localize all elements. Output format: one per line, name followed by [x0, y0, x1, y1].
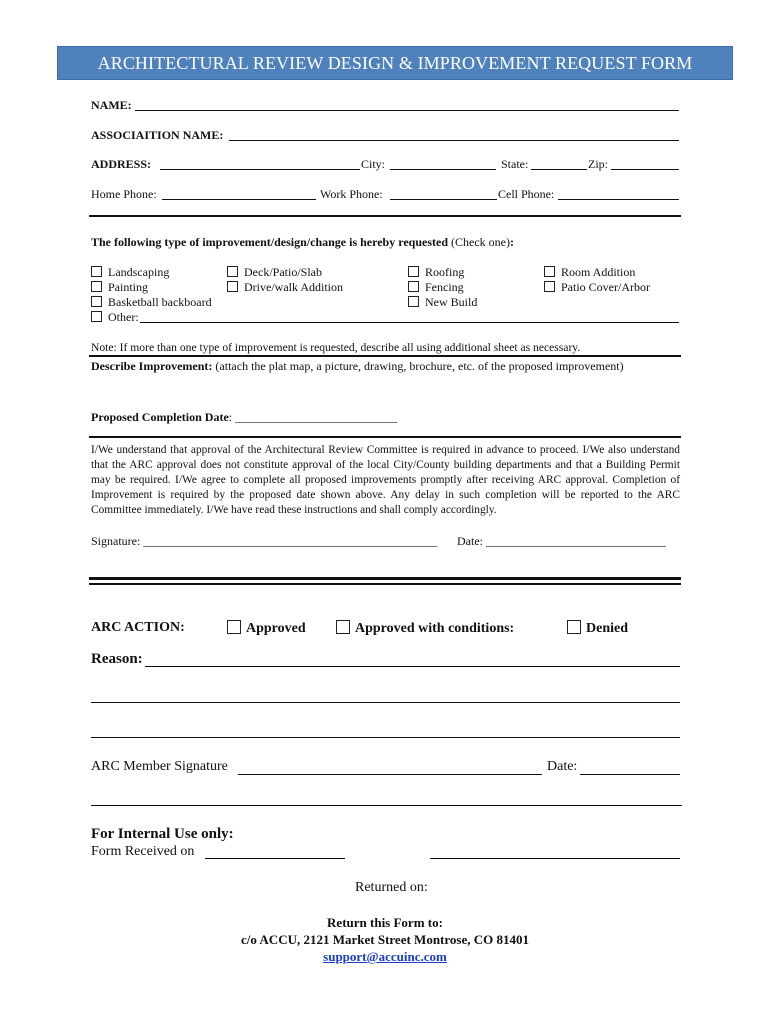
- arc-date-field[interactable]: [580, 774, 680, 775]
- approved-conditions-label: Approved with conditions:: [355, 621, 515, 636]
- checkbox[interactable]: [91, 311, 102, 322]
- home-phone-label: Home Phone:: [91, 187, 157, 201]
- section-divider: [91, 805, 682, 806]
- option-label: Painting: [108, 280, 149, 294]
- checkbox[interactable]: [544, 281, 555, 292]
- checkbox[interactable]: [544, 266, 555, 277]
- double-divider-bottom: [89, 583, 681, 585]
- received-by-field[interactable]: [430, 858, 680, 859]
- approved-label: Approved: [246, 621, 306, 636]
- cell-phone-label: Cell Phone:: [498, 187, 555, 201]
- denied-label: Denied: [586, 621, 628, 636]
- agreement-paragraph: I/We understand that approval of the Architectural Review Committee is required in advance to proceed. I/We also understand that the ARC approval does not constitute approval of the local City/County building departments and that a Building Permit may be required. I/We agree to complete all proposed improvements promptly after receiving ARC approval. Completion of Improvement is required by the proposed date shown above. Any delay in such completion will be reported to the ARC Committee immediately. I/We have read these instructions and shall comply accordingly.: [91, 444, 680, 516]
- section-divider: [89, 215, 681, 217]
- return-address: c/o ACCU, 2121 Market Street Montrose, CO 81401: [241, 932, 529, 947]
- section-divider: [89, 355, 681, 357]
- option-label: Basketball backboard: [108, 295, 212, 309]
- checkbox[interactable]: [336, 620, 350, 634]
- checkbox[interactable]: [227, 620, 241, 634]
- form-received-label: Form Received on: [91, 844, 195, 859]
- arc-date-label: Date:: [547, 759, 578, 774]
- address-field[interactable]: [160, 169, 360, 170]
- signature-line[interactable]: Signature: _________________________________________________: [91, 534, 438, 548]
- option-label: Deck/Patio/Slab: [244, 265, 322, 279]
- describe-label: Describe Improvement:: [91, 359, 213, 373]
- checkbox[interactable]: [91, 281, 102, 292]
- describe-improvement: [91, 359, 624, 374]
- option-new-build[interactable]: [408, 295, 477, 310]
- return-form-label: Return this Form to:: [327, 915, 443, 930]
- option-label: Patio Cover/Arbor: [561, 280, 650, 294]
- form-received-field[interactable]: [205, 858, 345, 859]
- completion-date[interactable]: [91, 410, 397, 425]
- checkbox[interactable]: [408, 266, 419, 277]
- zip-field[interactable]: [611, 169, 679, 170]
- cell-phone-field[interactable]: [558, 199, 679, 200]
- state-field[interactable]: [531, 169, 587, 170]
- reason-field[interactable]: [145, 666, 680, 667]
- checkbox[interactable]: [567, 620, 581, 634]
- completion-date-label: Proposed Completion Date: [91, 410, 229, 424]
- option-landscaping[interactable]: [91, 265, 169, 280]
- zip-label: Zip:: [588, 157, 608, 171]
- name-label: NAME:: [91, 98, 132, 112]
- support-email-link[interactable]: support@accuinc.com: [323, 949, 447, 964]
- arc-approved-conditions-option[interactable]: [336, 620, 514, 637]
- improvement-heading-text: The following type of improvement/design/change is hereby requested: [91, 235, 448, 249]
- checkbox[interactable]: [91, 296, 102, 307]
- completion-date-field[interactable]: : ___________________________: [228, 410, 398, 424]
- option-basketball-backboard[interactable]: [91, 295, 212, 310]
- address-label: ADDRESS:: [91, 157, 152, 171]
- option-label: New Build: [425, 295, 478, 309]
- option-label: Roofing: [425, 265, 465, 279]
- returned-on-label: Returned on:: [355, 880, 428, 895]
- state-label: State:: [501, 157, 529, 171]
- form-title: ARCHITECTURAL REVIEW DESIGN & IMPROVEMENT REQUEST FORM: [57, 46, 733, 80]
- arc-member-signature-field[interactable]: [238, 774, 542, 775]
- arc-approved-option[interactable]: [227, 620, 306, 637]
- arc-member-signature-label: ARC Member Signature: [91, 759, 228, 774]
- reason-field-line-3[interactable]: [91, 737, 680, 738]
- signature-date-line[interactable]: Date: ______________________________: [457, 534, 666, 548]
- name-field[interactable]: [135, 110, 679, 111]
- association-label: ASSOCIAITION NAME:: [91, 128, 224, 142]
- email-row: [0, 949, 770, 965]
- option-painting[interactable]: [91, 280, 148, 295]
- checkbox[interactable]: [91, 266, 102, 277]
- option-drive-walk-addition[interactable]: [227, 280, 343, 295]
- option-patio-cover-arbor[interactable]: [544, 280, 650, 295]
- double-divider-top: [89, 577, 681, 580]
- describe-hint: (attach the plat map, a picture, drawing, brochure, etc. of the proposed improvement): [215, 359, 624, 373]
- home-phone-field[interactable]: [162, 199, 316, 200]
- option-deck-patio-slab[interactable]: [227, 265, 322, 280]
- improvement-heading: [91, 235, 514, 250]
- option-roofing[interactable]: [408, 265, 464, 280]
- improvement-heading-colon: :: [509, 235, 514, 249]
- arc-action-label: ARC ACTION:: [91, 620, 185, 635]
- option-label: Other:: [108, 310, 139, 324]
- section-divider: [89, 436, 681, 438]
- checkbox[interactable]: [408, 281, 419, 292]
- option-room-addition[interactable]: [544, 265, 635, 280]
- option-label: Drive/walk Addition: [244, 280, 343, 294]
- checkbox[interactable]: [227, 266, 238, 277]
- work-phone-field[interactable]: [390, 199, 497, 200]
- option-label: Room Addition: [561, 265, 636, 279]
- option-label: Fencing: [425, 280, 464, 294]
- association-field[interactable]: [229, 140, 679, 141]
- arc-denied-option[interactable]: [567, 620, 628, 637]
- note-text: Note: If more than one type of improvement is requested, describe all using additional sheet as necessary.: [91, 341, 581, 354]
- reason-field-line-2[interactable]: [91, 702, 680, 703]
- option-label: Landscaping: [108, 265, 170, 279]
- reason-label: Reason:: [91, 651, 143, 667]
- option-fencing[interactable]: [408, 280, 464, 295]
- city-label: City:: [361, 157, 386, 171]
- option-other[interactable]: [91, 310, 139, 325]
- internal-use-heading: For Internal Use only:: [91, 826, 234, 842]
- city-field[interactable]: [390, 169, 496, 170]
- checkbox[interactable]: [408, 296, 419, 307]
- work-phone-label: Work Phone:: [320, 187, 383, 201]
- checkbox[interactable]: [227, 281, 238, 292]
- other-field[interactable]: [140, 322, 679, 323]
- improvement-heading-note: (Check one): [451, 235, 510, 249]
